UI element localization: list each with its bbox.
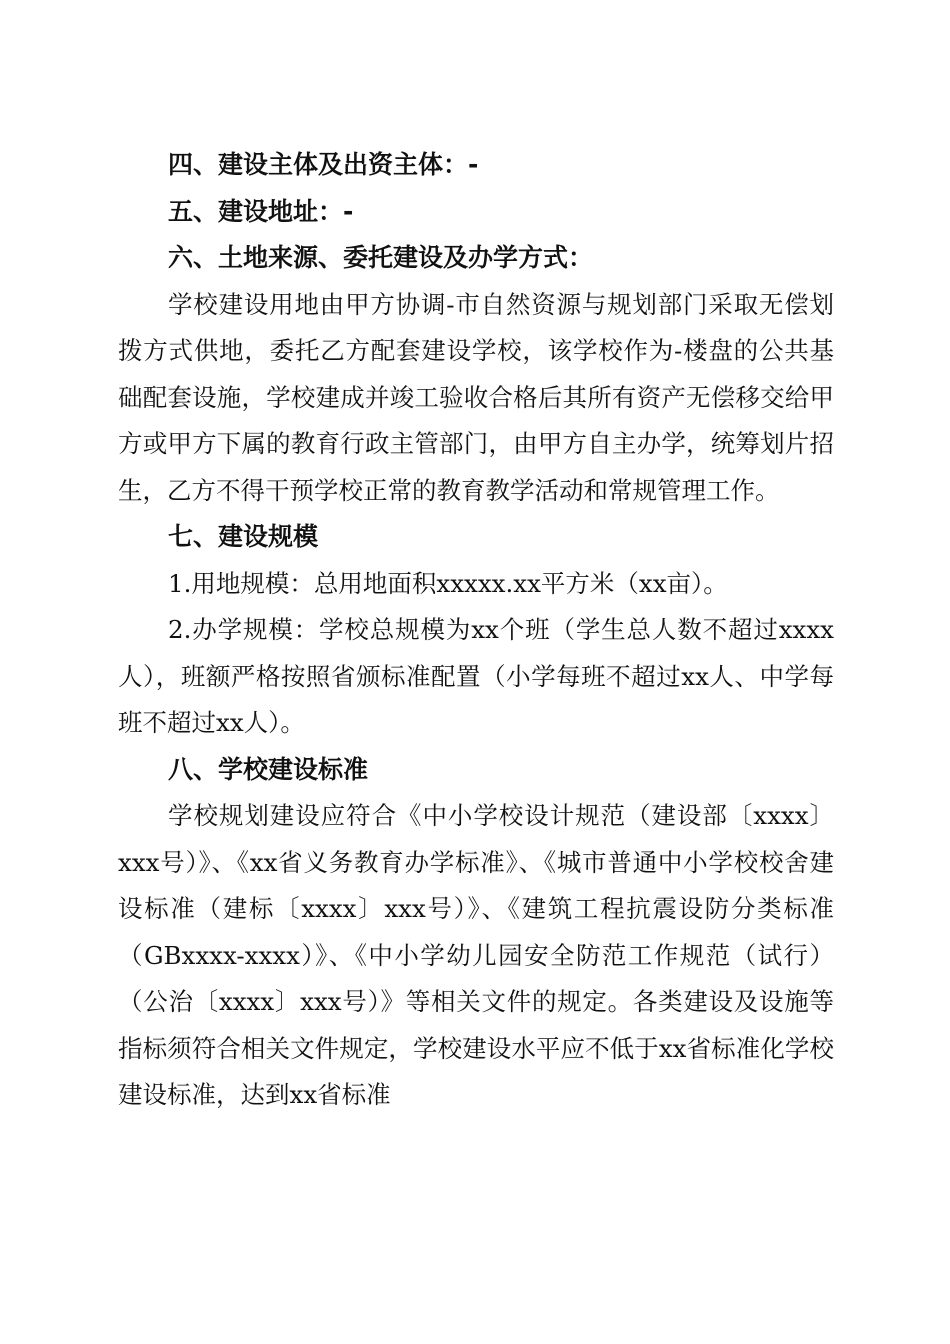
section-heading-7: 七、建设规模 (168, 522, 319, 551)
section-heading-8: 八、学校建设标准 (168, 754, 369, 784)
section-heading-5: 五、建设地址：- (168, 196, 354, 226)
section-7-item-land-scale: 1.用地规模：总用地面积xxxxx.xx平方米（xx亩）。 (168, 568, 728, 598)
section-heading-4: 四、建设主体及出资主体：- (168, 150, 479, 179)
document-body (118, 142, 834, 1119)
section-7-item-school-scale: 2.办学规模：学校总规模为xx个班（学生总人数不超过xxxx人），班额严格按照省颁标准配置（小学每班不超过xx人、中学每班不超过xx人）。 (118, 615, 834, 737)
section-8-paragraph: 学校规划建设应符合《中小学校设计规范（建设部〔xxxx〕xxx号）》、《xx省义务教育办学标准》、《城市普通中小学校校舍建设标准（建标〔xxxx〕xxx号）》、《建筑工程抗震设防分类标准（GBxxxx-xxxx）》、《中小学幼儿园安全防范工作规范（试行）（公治〔xxxx〕xxx号）》等相关文件的规定。各类建设及设施等指标须符合相关文件规定，学校建设水平应不低于xx省标准化学校建设标准，达到xx省标准 (118, 801, 834, 1109)
section-6-paragraph: 学校建设用地由甲方协调-市自然资源与规划部门采取无偿划拨方式供地，委托乙方配套建设学校，该学校作为-楼盘的公共基础配套设施，学校建成并竣工验收合格后其所有资产无偿移交给甲方或甲方下属的教育行政主管部门，由甲方自主办学，统筹划片招生，乙方不得干预学校正常的教育教学活动和常规管理工作。 (118, 289, 834, 505)
section-heading-6: 六、土地来源、委托建设及办学方式： (168, 243, 594, 272)
